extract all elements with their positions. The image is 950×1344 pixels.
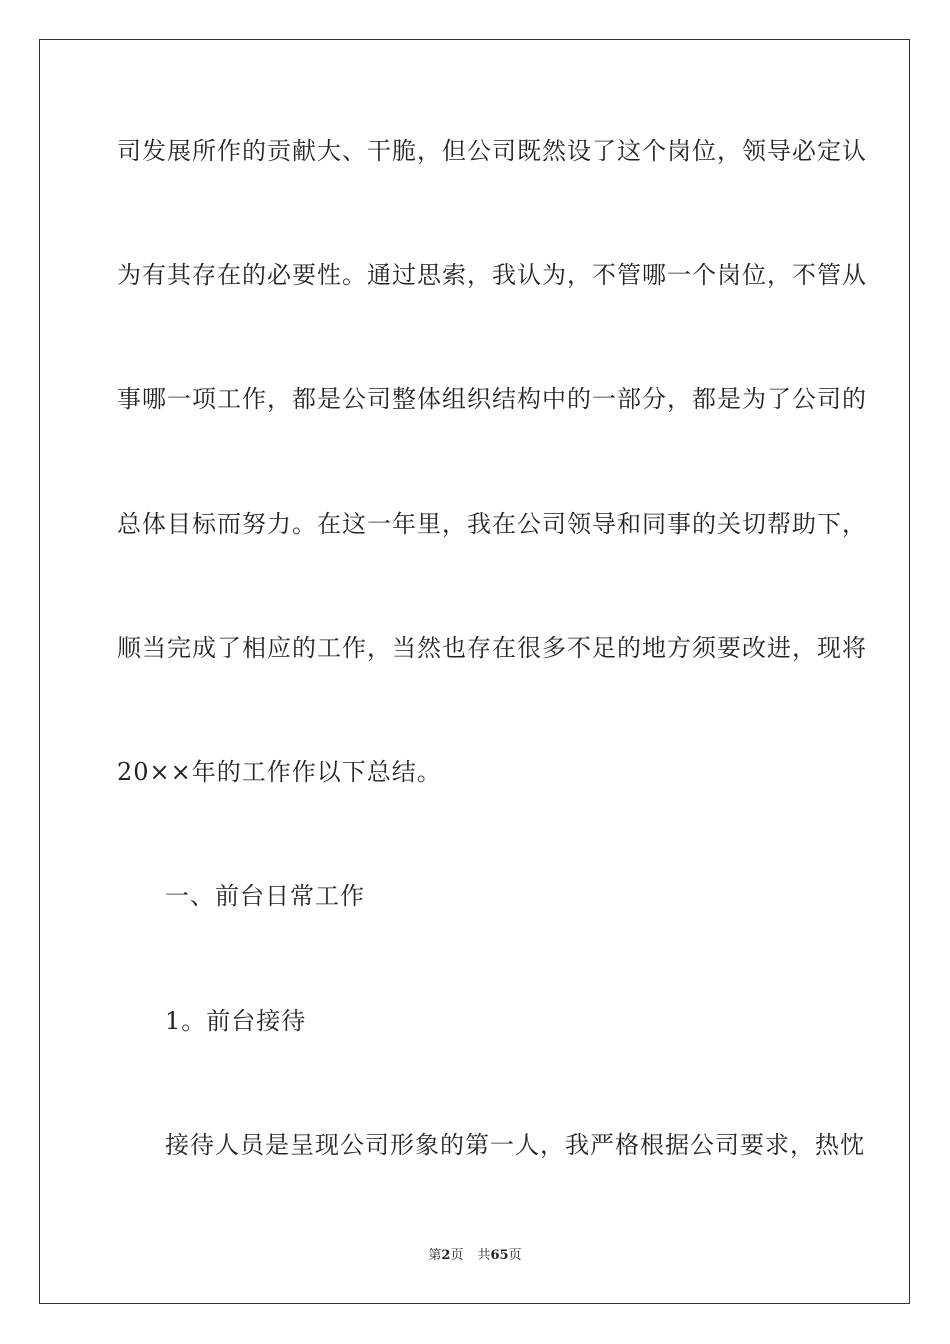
body-text-line-3: 事哪一项工作，都是公司整体组织结构中的一部分，都是为了公司的 [117, 385, 867, 413]
page-footer [0, 1247, 950, 1265]
total-suffix: 页 [508, 1248, 522, 1263]
page-suffix: 页 [450, 1248, 464, 1263]
body-text-line-5: 顺当完成了相应的工作，当然也存在很多不足的地方须要改进，现将 [117, 634, 867, 662]
total-prefix: 共 [477, 1248, 491, 1263]
section-heading: 一、前台日常工作 [165, 882, 365, 910]
total-pages: 65 [490, 1248, 509, 1263]
page-prefix: 第 [428, 1248, 442, 1263]
body-text-line-1: 司发展所作的贡献大、干脆，但公司既然设了这个岗位，领导必定认 [117, 137, 867, 165]
body-text-line-6: 20××年的工作作以下总结。 [117, 758, 442, 786]
subsection-heading: 1。前台接待 [165, 1007, 307, 1035]
body-text-line-4: 总体目标而努力。在这一年里，我在公司领导和同事的关切帮助下， [117, 510, 867, 538]
body-text-line-2: 为有其存在的必要性。通过思索，我认为，不管哪一个岗位，不管从 [117, 261, 867, 289]
page-number: 2 [441, 1248, 451, 1263]
paragraph-first-line: 接待人员是呈现公司形象的第一人，我严格根据公司要求，热忱 [165, 1131, 865, 1159]
page-border [39, 39, 910, 1304]
